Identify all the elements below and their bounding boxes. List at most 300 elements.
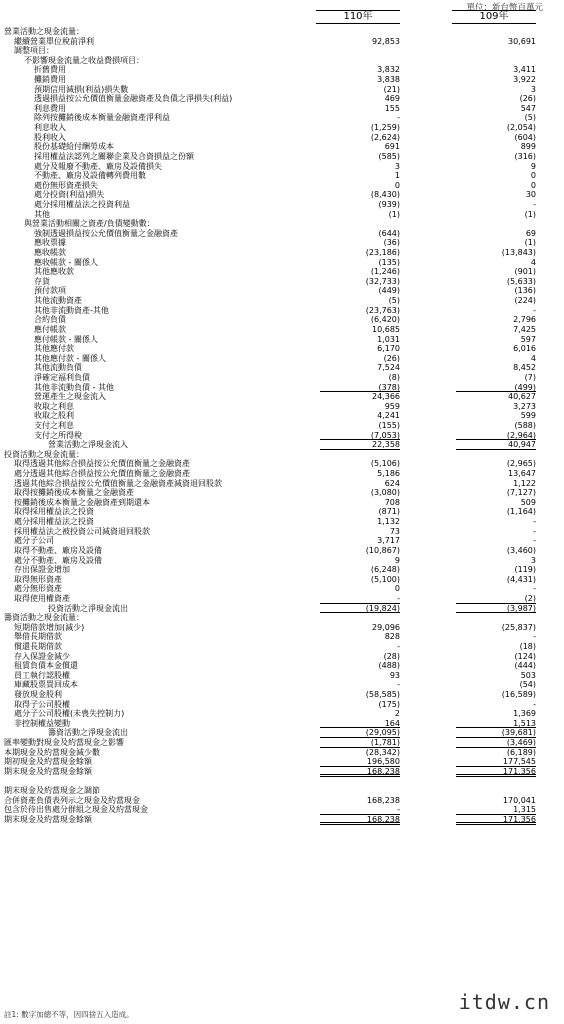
value-current-year: (6,420) (370, 315, 400, 325)
value-prior-year (456, 46, 536, 56)
value-prior-year: 503 (520, 670, 536, 680)
statement-row (0, 392, 564, 402)
value-prior-year: (3,460) (506, 545, 536, 555)
value-prior-year: 3 (530, 555, 536, 565)
value-current-year: - (320, 594, 400, 604)
cash-flow-statement-table (0, 27, 564, 825)
value-current-year: (1,246) (370, 267, 400, 277)
year-header-prior: 109年 (452, 10, 536, 24)
value-current-year: (58,585) (365, 690, 400, 700)
value-prior-year (456, 786, 536, 796)
row-label: 調整項目： (14, 46, 54, 56)
row-label: 期初現金及約當現金餘額 (4, 757, 92, 767)
value-current-year: 959 (384, 401, 400, 411)
statement-row (0, 46, 564, 56)
value-current-year: (1,781) (320, 738, 400, 748)
row-label: 利息費用 (34, 103, 66, 113)
row-label: 租賃負債本金償還 (14, 661, 78, 671)
statement-row (0, 56, 564, 66)
value-current-year: 29,096 (372, 622, 400, 632)
value-prior-year: - (533, 517, 536, 527)
statement-row (0, 431, 564, 441)
value-prior-year: (5,633) (506, 276, 536, 286)
value-prior-year: (1,164) (506, 507, 536, 517)
value-prior-year: 69 (525, 228, 536, 238)
value-current-year (320, 786, 400, 796)
value-current-year: - (397, 680, 400, 690)
value-prior-year: - (533, 699, 536, 709)
value-prior-year: (2) (456, 594, 536, 604)
row-label: 取得按攤銷後成本衡量之金融資產 (14, 488, 134, 498)
value-current-year: (29,095) (320, 728, 400, 738)
value-current-year (320, 56, 400, 66)
value-prior-year: 599 (520, 411, 536, 421)
value-prior-year: 171,356 (456, 767, 536, 777)
row-label: 處分投資(利益)損失 (34, 190, 105, 200)
row-label: 應付帳款 - 關係人 (34, 334, 98, 344)
row-label: 繼續營業單位稅前淨利 (14, 36, 94, 46)
statement-row (0, 75, 564, 85)
value-current-year: (6,248) (370, 565, 400, 575)
value-prior-year: 0 (530, 171, 536, 181)
statement-row (0, 498, 564, 508)
value-current-year: (871) (378, 507, 400, 517)
statement-row (0, 469, 564, 479)
value-prior-year: (119) (514, 565, 536, 575)
value-prior-year: (7) (524, 372, 536, 382)
statement-row (0, 507, 564, 517)
statement-row (0, 277, 564, 287)
statement-row (0, 383, 564, 393)
statement-row (0, 709, 564, 719)
value-current-year: (585) (378, 151, 400, 161)
statement-row (0, 459, 564, 469)
value-prior-year: 13,647 (508, 469, 536, 479)
row-label: 取得使用權資產 (14, 593, 70, 603)
row-label: 取得無形資產 (14, 574, 62, 584)
statement-row (0, 190, 564, 200)
statement-row (0, 248, 564, 258)
row-label: 應收帳款 - 關係人 (34, 257, 98, 267)
row-label: 其他非流動資產-其他 (34, 305, 109, 315)
value-current-year: 6,170 (377, 344, 400, 354)
row-label: 舉借長期借款 (14, 632, 62, 642)
statement-row (0, 65, 564, 75)
row-label: 收取之利息 (34, 401, 74, 411)
statement-row (0, 536, 564, 546)
value-current-year: 196,580 (320, 757, 400, 767)
value-current-year: (2,624) (370, 132, 400, 142)
value-current-year: 24,366 (372, 392, 400, 402)
value-current-year: (7,053) (320, 431, 400, 441)
row-label: 其他 (34, 209, 50, 219)
value-current-year: 469 (384, 94, 400, 104)
row-label: 支付之利息 (34, 420, 74, 430)
value-current-year: 708 (384, 497, 400, 507)
value-prior-year: 6,016 (513, 344, 536, 354)
statement-row (0, 728, 564, 738)
value-current-year: (175) (378, 699, 400, 709)
value-current-year: (5,106) (370, 459, 400, 469)
row-label: 透過其他綜合損益按公允價值衡量之金融資產減資退回股款 (14, 478, 222, 488)
value-current-year: (644) (378, 228, 400, 238)
value-current-year: (8) (388, 372, 400, 382)
statement-row (0, 719, 564, 729)
row-label: 合併資產負債表列示之現金及約當現金 (4, 795, 140, 805)
statement-row (0, 652, 564, 662)
value-current-year: (19,824) (320, 604, 400, 614)
row-label: 取得不動產、廠房及設備 (14, 545, 102, 555)
statement-row (0, 286, 564, 296)
statement-row (0, 315, 564, 325)
value-current-year: 168,238 (320, 815, 400, 825)
statement-row (0, 815, 564, 825)
statement-row (0, 402, 564, 412)
value-current-year: 3,832 (377, 65, 400, 75)
value-prior-year: 3,411 (513, 65, 536, 75)
statement-row (0, 613, 564, 623)
value-current-year: 155 (384, 103, 400, 113)
statement-row (0, 238, 564, 248)
statement-row (0, 556, 564, 566)
row-label: 不動產、廠房及設備轉列費用數 (34, 171, 146, 181)
value-current-year: (939) (378, 199, 400, 209)
row-label: 籌資活動之現金流量： (4, 613, 84, 623)
value-current-year: 92,853 (372, 36, 400, 46)
value-prior-year: 597 (520, 334, 536, 344)
value-current-year: (28,342) (365, 747, 400, 757)
row-label: 收取之股利 (34, 411, 74, 421)
value-current-year: (449) (378, 286, 400, 296)
row-label: 按攤銷後成本衡量之金融資產到期還本 (14, 497, 150, 507)
value-current-year: (5) (388, 296, 400, 306)
value-current-year: 168,238 (366, 795, 400, 805)
statement-row (0, 604, 564, 614)
row-label: 採用權益法認列之關聯企業及合資損益之份額 (34, 151, 194, 161)
value-prior-year: (18) (519, 642, 536, 651)
value-current-year: (155) (378, 420, 400, 430)
statement-row (0, 671, 564, 681)
value-current-year: (1,259) (370, 123, 400, 133)
year-header (0, 10, 564, 26)
statement-row (0, 27, 564, 37)
statement-row (0, 680, 564, 690)
statement-row (0, 104, 564, 114)
statement-row (0, 527, 564, 537)
value-current-year: 164 (320, 719, 400, 729)
row-label: 攤銷費用 (34, 75, 66, 85)
statement-row (0, 181, 564, 191)
value-prior-year: 4 (530, 353, 536, 363)
row-label: 取得透過其他綜合損益按公允價值衡量之金融資產 (14, 459, 190, 469)
value-current-year: 828 (384, 632, 400, 642)
value-current-year: (26) (383, 353, 400, 363)
value-prior-year: 8,452 (513, 363, 536, 373)
value-prior-year: (1) (524, 238, 536, 248)
value-prior-year: (604) (514, 132, 536, 142)
value-prior-year: 547 (520, 103, 536, 113)
statement-row (0, 325, 564, 335)
statement-row (0, 133, 564, 143)
value-current-year: (1) (388, 209, 400, 219)
row-label: 取得採用權益法之投資 (14, 507, 94, 517)
value-current-year: - (397, 642, 400, 651)
row-label: 處分採用權益法之投資利益 (34, 199, 130, 209)
value-current-year (320, 450, 400, 460)
row-label: 處分及報廢不動產、廠房及設備損失 (34, 161, 162, 171)
value-current-year: 0 (394, 584, 400, 594)
row-label: 應付帳款 (34, 324, 66, 334)
value-prior-year: 170,041 (502, 795, 536, 805)
value-prior-year: (16,589) (501, 690, 536, 700)
row-label: 透過損益按公允價值衡量金融資產及負債之淨損失(利益) (34, 94, 233, 104)
row-label: 本期現金及約當現金減少數 (4, 747, 100, 757)
row-label: 包含於待出售處分群組之現金及約當現金 (4, 805, 148, 815)
value-current-year: 1,132 (377, 517, 400, 527)
value-current-year: (8,430) (370, 190, 400, 200)
statement-row (0, 363, 564, 373)
row-label: 存貨 (34, 276, 50, 286)
value-current-year: 73 (389, 526, 400, 536)
value-prior-year: (901) (514, 267, 536, 277)
statement-row (0, 786, 564, 796)
value-prior-year: 1,513 (456, 719, 536, 729)
statement-row (0, 594, 564, 604)
value-prior-year: (444) (514, 661, 536, 671)
statement-row (0, 767, 564, 777)
row-label: 處分不動產、廠房及設備 (14, 555, 102, 565)
value-prior-year: (136) (514, 286, 536, 296)
row-label: 預期信用減損(利益)損失數 (34, 84, 129, 94)
value-prior-year: 0 (530, 180, 536, 190)
value-prior-year: (2,964) (456, 431, 536, 441)
value-current-year: (3,080) (370, 488, 400, 498)
row-label: 其他流動資產 (34, 296, 82, 306)
value-prior-year: 4 (530, 257, 536, 267)
statement-row (0, 517, 564, 527)
row-label: 存出保證金增加 (14, 565, 70, 575)
value-prior-year: - (533, 632, 536, 642)
row-label: 期末現金及約當現金餘額 (4, 814, 92, 824)
row-label: 取得子公司股權 (14, 699, 70, 709)
row-label: 應收票據 (34, 238, 66, 248)
statement-row (0, 584, 564, 594)
row-label: 庫藏股票買回成本 (14, 680, 78, 690)
value-current-year (320, 46, 400, 56)
value-current-year: 624 (384, 478, 400, 488)
value-prior-year: (588) (514, 420, 536, 430)
value-current-year: - (320, 805, 400, 815)
statement-row (0, 642, 564, 652)
row-label: 發放現金股利 (14, 690, 62, 700)
row-label: 非控制權益變動 (14, 718, 70, 728)
statement-row (0, 219, 564, 229)
row-label: 其他非流動負債 - 其他 (34, 382, 114, 392)
value-prior-year: (5) (524, 113, 536, 123)
value-current-year: 3,717 (377, 536, 400, 546)
row-label: 利息收入 (34, 123, 66, 133)
value-prior-year: (3,987) (456, 604, 536, 614)
value-prior-year: (316) (514, 151, 536, 161)
value-prior-year: (25,837) (501, 622, 536, 632)
value-prior-year (456, 27, 536, 37)
value-current-year: (23,186) (365, 248, 400, 258)
statement-row (0, 229, 564, 239)
statement-row (0, 700, 564, 710)
value-prior-year: 40,947 (456, 440, 536, 450)
value-current-year (320, 613, 400, 623)
statement-row (0, 152, 564, 162)
statement-row (0, 258, 564, 268)
statement-row (0, 421, 564, 431)
statement-row (0, 344, 564, 354)
row-label: 營運產生之現金流入 (34, 392, 106, 402)
value-current-year: 0 (394, 180, 400, 190)
row-label: 預付款項 (34, 286, 66, 296)
row-label: 償還長期借款 (14, 642, 62, 651)
row-label: 不影響現金流量之收益費損項目： (24, 55, 144, 65)
value-current-year: 1,031 (377, 334, 400, 344)
spacer-row (0, 777, 564, 787)
value-current-year: 1 (394, 171, 400, 181)
row-label: 淨確定福利負債 (34, 372, 90, 382)
row-label: 處分無形資產 (14, 584, 62, 594)
value-prior-year: - (533, 536, 536, 546)
row-label: 匯率變動對現金及約當現金之影響 (4, 738, 124, 748)
row-label: 強制透過損益按公允價值衡量之金融資產 (34, 228, 178, 238)
row-label: 營業活動之淨現金流入 (48, 440, 128, 450)
statement-row (0, 296, 564, 306)
value-current-year: 22,358 (320, 440, 400, 450)
statement-row (0, 306, 564, 316)
value-prior-year: (4,431) (506, 574, 536, 584)
value-prior-year: 899 (520, 142, 536, 152)
value-prior-year (456, 613, 536, 623)
value-current-year: 7,524 (377, 363, 400, 373)
row-label: 除列按攤銷後成本衡量金融資產淨利益 (34, 113, 170, 123)
value-current-year: (135) (378, 257, 400, 267)
statement-row (0, 575, 564, 585)
statement-row (0, 210, 564, 220)
value-current-year: (21) (383, 84, 400, 94)
value-current-year: (10,867) (365, 545, 400, 555)
statement-row (0, 267, 564, 277)
value-prior-year: (39,681) (456, 728, 536, 738)
value-current-year: 93 (389, 670, 400, 680)
value-prior-year: 30 (525, 190, 536, 200)
value-prior-year: - (533, 526, 536, 536)
row-label: 營業活動之現金流量： (4, 27, 84, 36)
row-label: 採用權益法之被投資公司減資退回股款 (14, 526, 150, 536)
row-label: 應收帳款 (34, 248, 66, 258)
value-prior-year: 40,627 (508, 392, 536, 402)
statement-row (0, 488, 564, 498)
row-label: 股利收入 (34, 132, 66, 142)
value-prior-year: (3,469) (456, 738, 536, 748)
value-current-year: - (397, 113, 400, 123)
statement-row (0, 632, 564, 642)
statement-row (0, 113, 564, 123)
statement-row (0, 805, 564, 815)
value-current-year: (5,100) (370, 574, 400, 584)
value-current-year: 10,685 (372, 324, 400, 334)
row-label: 處分子公司 (14, 536, 54, 546)
value-prior-year (456, 219, 536, 229)
statement-row (0, 690, 564, 700)
value-prior-year: 509 (520, 497, 536, 507)
year-header-current: 110年 (316, 10, 400, 24)
value-prior-year: (26) (519, 94, 536, 104)
row-label: 處分透過其他綜合損益按公允價值衡量之金融資產 (14, 469, 190, 479)
value-current-year: (23,763) (365, 305, 400, 315)
row-label: 股份基礎給付酬勞成本 (34, 142, 114, 152)
value-prior-year: 30,691 (508, 36, 536, 46)
row-label: 存入保證金減少 (14, 651, 70, 661)
statement-row (0, 661, 564, 671)
value-prior-year: 2,796 (513, 315, 536, 325)
value-current-year: (32,733) (365, 276, 400, 286)
row-label: 處份無形資產損失 (34, 180, 98, 190)
row-label: 員工執行認股權 (14, 670, 70, 680)
value-prior-year: (13,843) (501, 248, 536, 258)
statement-row (0, 162, 564, 172)
watermark-logo: itdw.cn (458, 990, 550, 1014)
statement-row (0, 748, 564, 758)
statement-row (0, 796, 564, 806)
value-prior-year: 171,356 (456, 815, 536, 825)
statement-row (0, 757, 564, 767)
value-prior-year: 1,369 (513, 709, 536, 719)
row-label: 短期借款增加(減少) (14, 622, 85, 632)
value-prior-year: - (533, 199, 536, 209)
statement-row (0, 450, 564, 460)
value-current-year (320, 219, 400, 229)
row-label: 其他應收款 (34, 267, 74, 277)
statement-row (0, 546, 564, 556)
row-label: 處分子公司股權(未喪失控制力) (14, 709, 125, 719)
row-label: 其他應付款 - 關係人 (34, 353, 106, 363)
statement-row (0, 479, 564, 489)
unit-label: 單位：新台幣百萬元 (466, 3, 543, 13)
row-label: 支付之所得稅 (34, 430, 82, 440)
value-current-year: 691 (384, 142, 400, 152)
value-prior-year: 7,425 (513, 324, 536, 334)
value-current-year: (36) (383, 238, 400, 248)
value-prior-year: 177,545 (456, 757, 536, 767)
value-prior-year: (124) (514, 651, 536, 661)
value-current-year: 5,186 (377, 469, 400, 479)
value-prior-year: (499) (456, 383, 536, 393)
row-label: 期末現金及約當現金之調節 (4, 786, 100, 796)
row-label: 期末現金及約當現金餘額 (4, 766, 92, 776)
value-prior-year: (2,965) (506, 459, 536, 469)
row-label: 投資活動之現金流量： (4, 449, 84, 459)
row-label: 合約負債 (34, 315, 66, 325)
value-prior-year: (2,054) (506, 123, 536, 133)
statement-row (0, 335, 564, 345)
value-prior-year: 3 (530, 84, 536, 94)
row-label: 籌資活動之淨現金流出 (48, 728, 128, 738)
row-label: 與營業活動相關之資產/負債變動數： (24, 219, 155, 229)
value-current-year: (28) (383, 651, 400, 661)
value-current-year: 9 (394, 555, 400, 565)
statement-row (0, 565, 564, 575)
value-prior-year: 3,922 (513, 75, 536, 85)
value-prior-year: 3,273 (513, 401, 536, 411)
row-label: 其他流動負債 (34, 363, 82, 373)
row-label: 折舊費用 (34, 65, 66, 75)
value-prior-year: (54) (519, 680, 536, 690)
